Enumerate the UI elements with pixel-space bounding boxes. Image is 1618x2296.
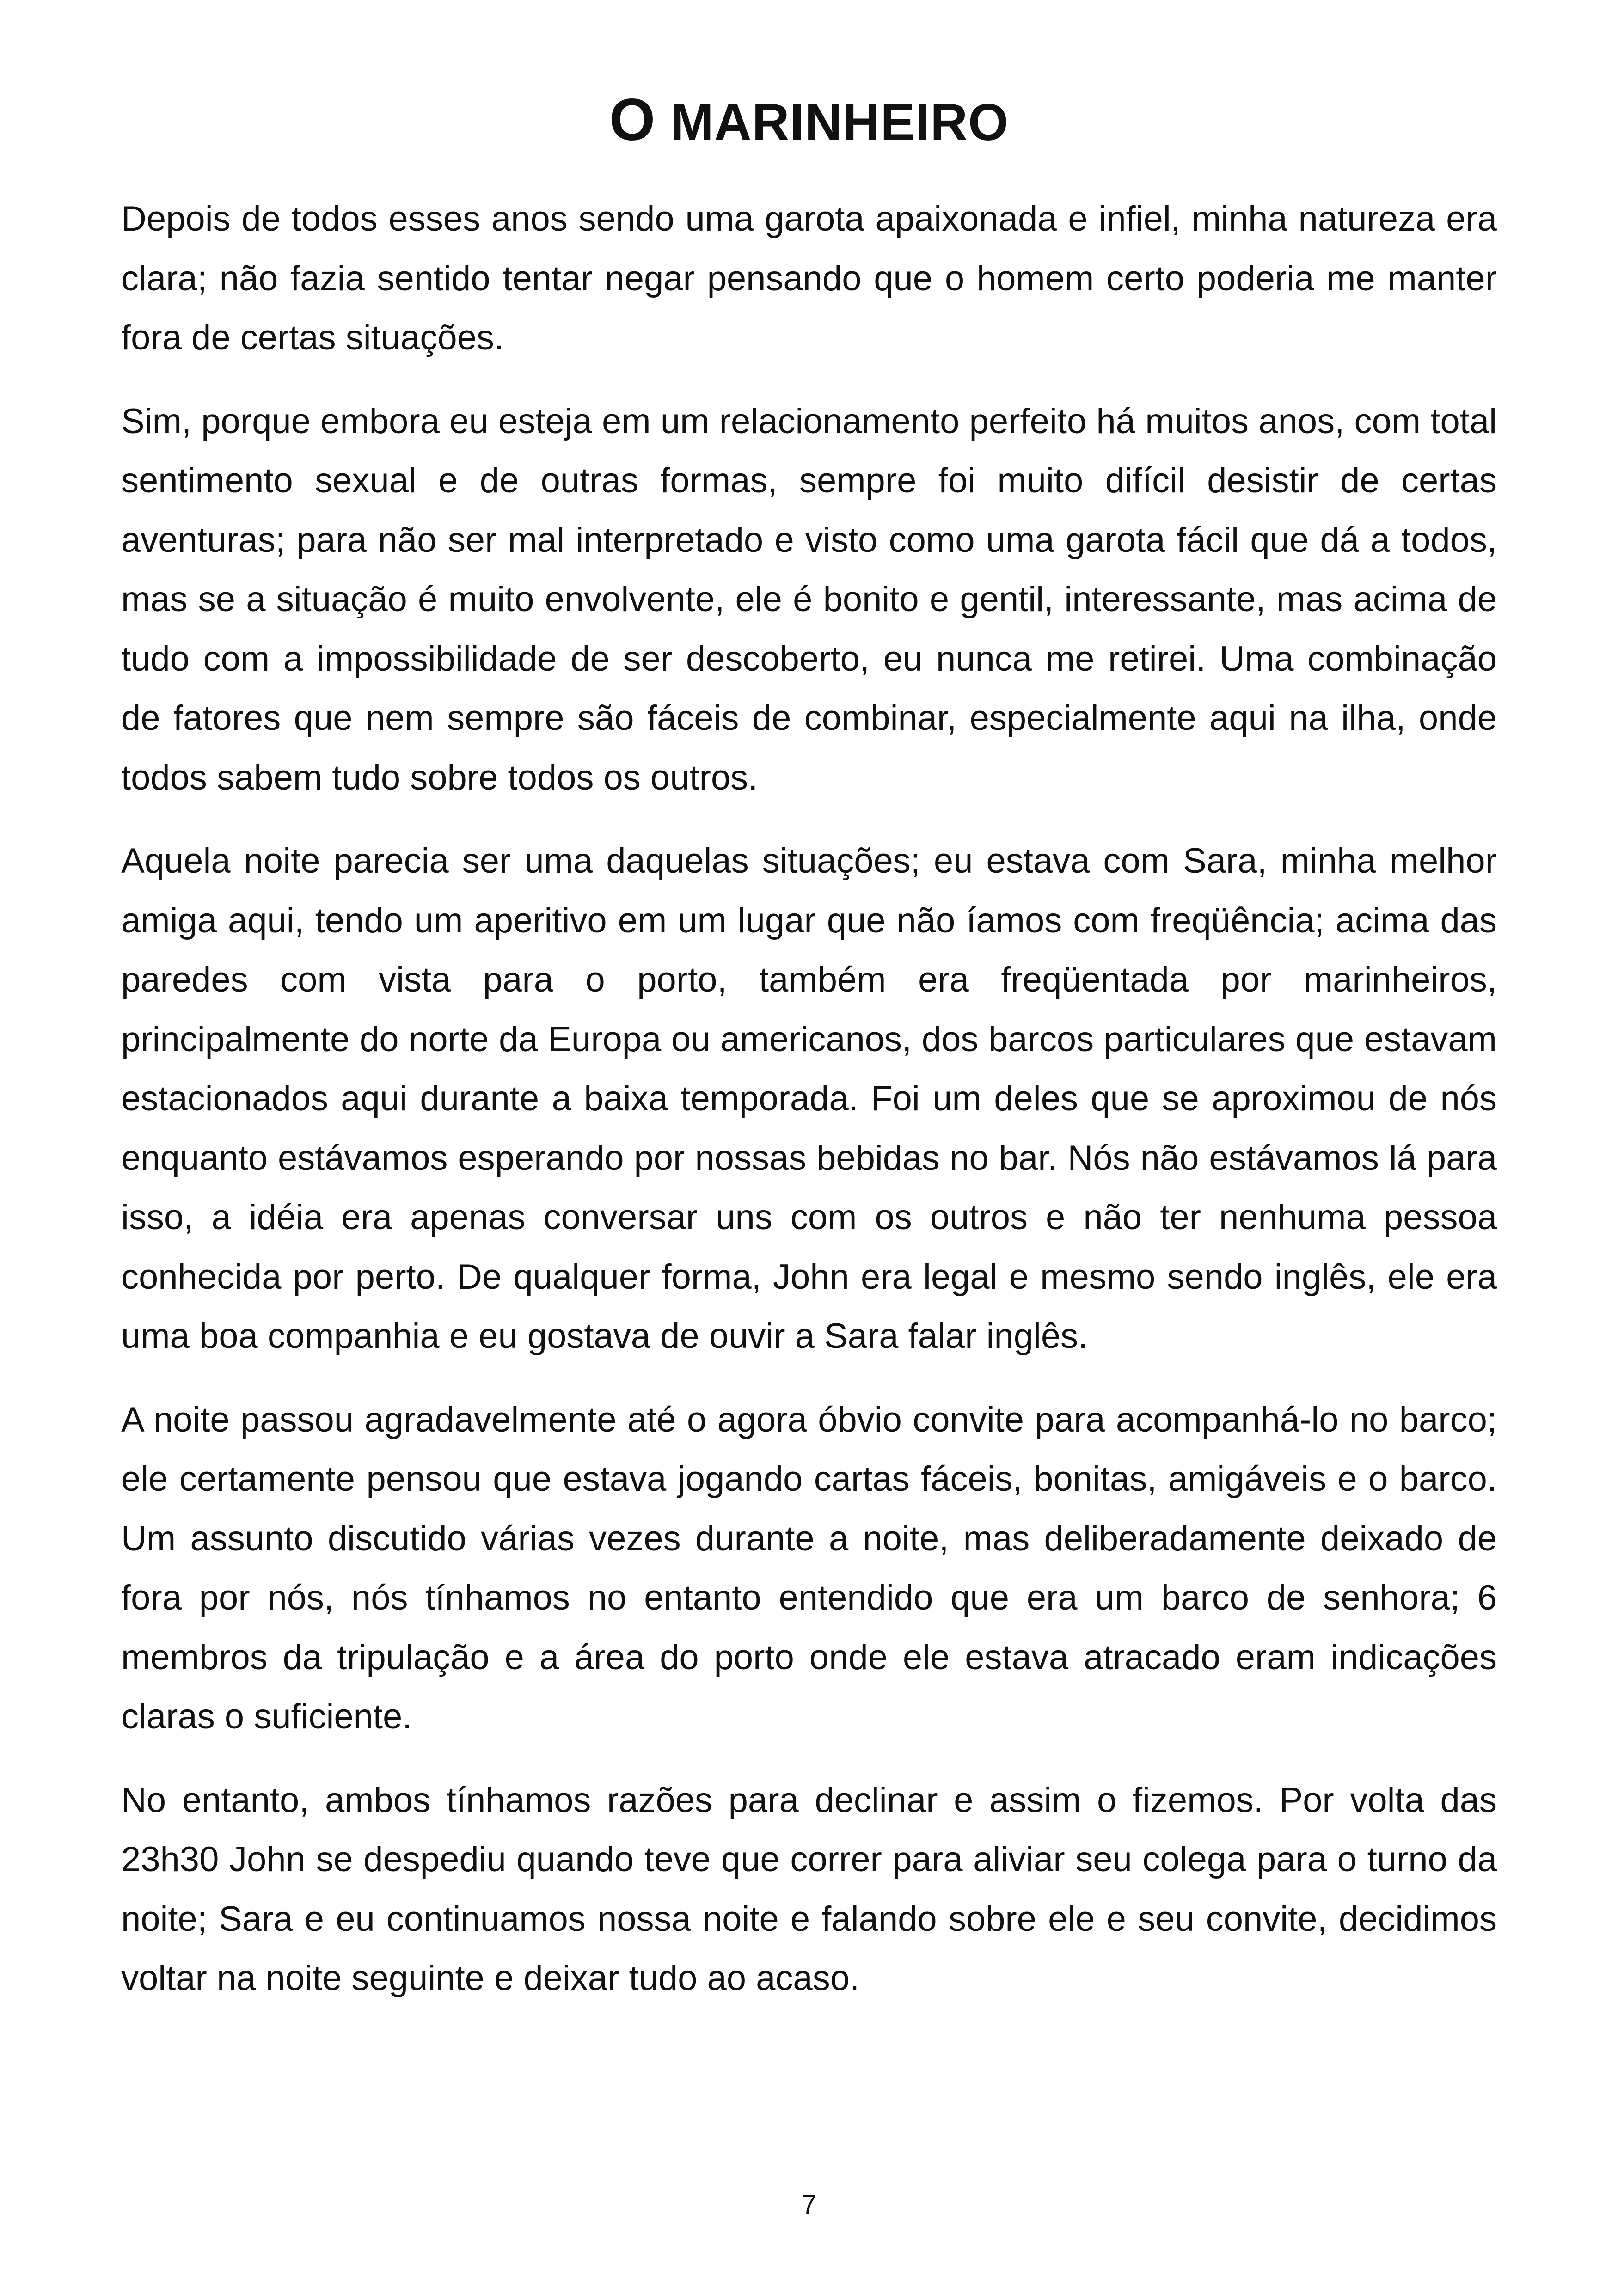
paragraph-1: Depois de todos esses anos sendo uma garota apaixonada e infiel, minha natureza era clara; não fazia sentido tentar negar pensando que o homem certo poderia me manter fora de certas situações. [121, 199, 1497, 357]
paragraph-4: A noite passou agradavelmente até o agora óbvio convite para acompanhá-lo no barco; ele certamente pensou que estava jogando cartas fáceis, bonitas, amigáveis e o barco. Um assunto discutido várias vezes durante a noite, mas deliberadamente deixado de fora por nós, nós tínhamos no entanto entendido que era um barco de senhora; 6 membros da tripulação e a área do porto onde ele estava atracado eram indicações claras o suficiente. [121, 1400, 1497, 1736]
chapter-title [121, 88, 1497, 155]
page-number: 7 [801, 2190, 817, 2220]
body-text [121, 190, 1497, 2033]
paragraph-3: Aquela noite parecia ser uma daquelas situações; eu estava com Sara, minha melhor amiga aqui, tendo um aperitivo em um lugar que não íamos com freqüência; acima das paredes com vista para o porto, também era freqüentada por marinheiros, principalmente do norte da Europa ou americanos, dos barcos particulares que estavam estacionados aqui durante a baixa temporada. Foi um deles que se aproximou de nós enquanto estávamos esperando por nossas bebidas no bar. Nós não estávamos lá para isso, a idéia era apenas conversar uns com os outros e não ter nenhuma pessoa conhecida por perto. De qualquer forma, John era legal e mesmo sendo inglês, ele era uma boa companhia e eu gostava de ouvir a Sara falar inglês. [121, 841, 1497, 1356]
chapter-title-first-letter: O [609, 87, 656, 153]
paragraph-2: Sim, porque embora eu esteja em um relacionamento perfeito há muitos anos, com total sentimento sexual e de outras formas, sempre foi muito difícil desistir de certas aventuras; para não ser mal interpretado e visto como uma garota fácil que dá a todos, mas se a situação é muito envolvente, ele é bonito e gentil, interessante, mas acima de tudo com a impossibilidade de ser descoberto, eu nunca me retirei. Uma combinação de fatores que nem sempre são fáceis de combinar, especialmente aqui na ilha, onde todos sabem tudo sobre todos os outros. [121, 401, 1497, 797]
paragraph-5: No entanto, ambos tínhamos razões para declinar e assim o fizemos. Por volta das 23h30 John se despediu quando teve que correr para aliviar seu colega para o turno da noite; Sara e eu continuamos nossa noite e falando sobre ele e seu convite, decidimos voltar na noite seguinte e deixar tudo ao acaso. [121, 1780, 1497, 1998]
chapter-title-rest: MARINHEIRO [670, 93, 1009, 151]
